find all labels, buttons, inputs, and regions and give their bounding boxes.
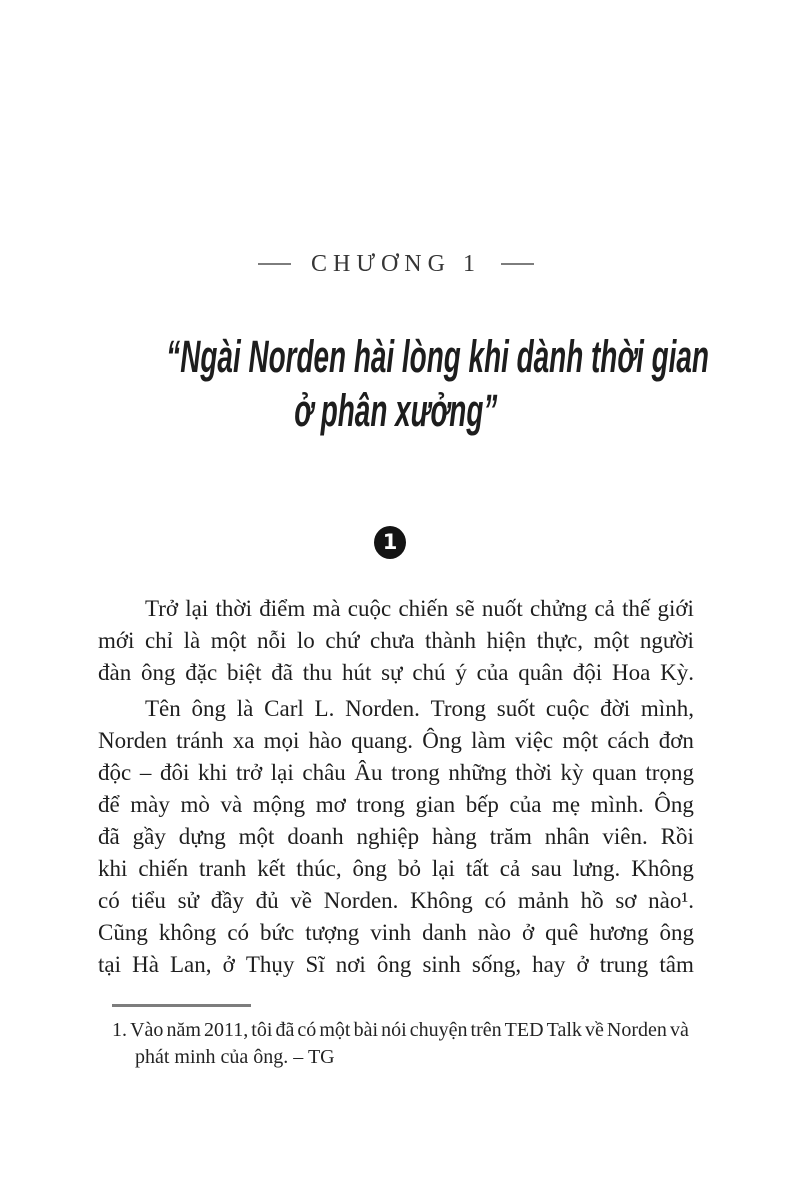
footnote-line: phát minh của ông. – TG [135, 1046, 335, 1068]
chapter-title-text: “Ngài Norden hài lòng khi dành thời gian [166, 331, 709, 382]
text-line: khi chiến tranh kết thúc, ông bỏ lại tất cả sau lưng. Không [98, 856, 694, 881]
section-number: 1 [382, 530, 398, 554]
text-line: đàn ông đặc biệt đã thu hút sự chú ý của quân đội Hoa Kỳ. [98, 660, 694, 685]
text-line: mới chỉ là một nỗi lo chứ chưa thành hiện thực, một người [98, 628, 694, 653]
footnote-line: 1. Vào năm 2011, tôi đã có một bài nói chuyện trên TED Talk về Norden và [112, 1019, 689, 1041]
footnote [112, 1017, 689, 1071]
text-line: có tiểu sử đầy đủ về Norden. Không có mảnh hồ sơ nào¹. [98, 888, 694, 913]
body-text [98, 593, 694, 981]
chapter-title-text: ở phân xưởng” [294, 385, 498, 436]
section-number-badge [374, 526, 406, 559]
text-line: tại Hà Lan, ở Thụy Sĩ nơi ông sinh sống, hay ở trung tâm [98, 952, 694, 977]
chapter-heading [0, 248, 792, 280]
chapter-title [0, 330, 792, 438]
chapter-label: CHƯƠNG 1 [311, 250, 481, 277]
text-line: đã gầy dựng một doanh nghiệp hàng trăm nhân viên. Rồi [98, 824, 694, 849]
text-line: Tên ông là Carl L. Norden. Trong suốt cuộc đời mình, [145, 696, 694, 721]
text-line: Trở lại thời điểm mà cuộc chiến sẽ nuốt chửng cả thế giới [145, 596, 694, 621]
text-line: để mày mò và mộng mơ trong gian bếp của mẹ mình. Ông [98, 792, 694, 817]
text-line: Norden tránh xa mọi hào quang. Ông làm việc một cách đơn [98, 728, 694, 753]
text-line: Cũng không có bức tượng vinh danh nào ở quê hương ông [98, 920, 694, 945]
text-line: độc – đôi khi trở lại châu Âu trong những thời kỳ quan trọng [98, 760, 694, 785]
chapter-title-line [0, 384, 792, 438]
paragraph [98, 693, 694, 981]
heading-dash-left-icon [258, 263, 291, 265]
chapter-title-line [0, 330, 792, 384]
heading-dash-right-icon [501, 263, 534, 265]
footnote-rule [112, 1004, 251, 1007]
paragraph [98, 593, 694, 689]
